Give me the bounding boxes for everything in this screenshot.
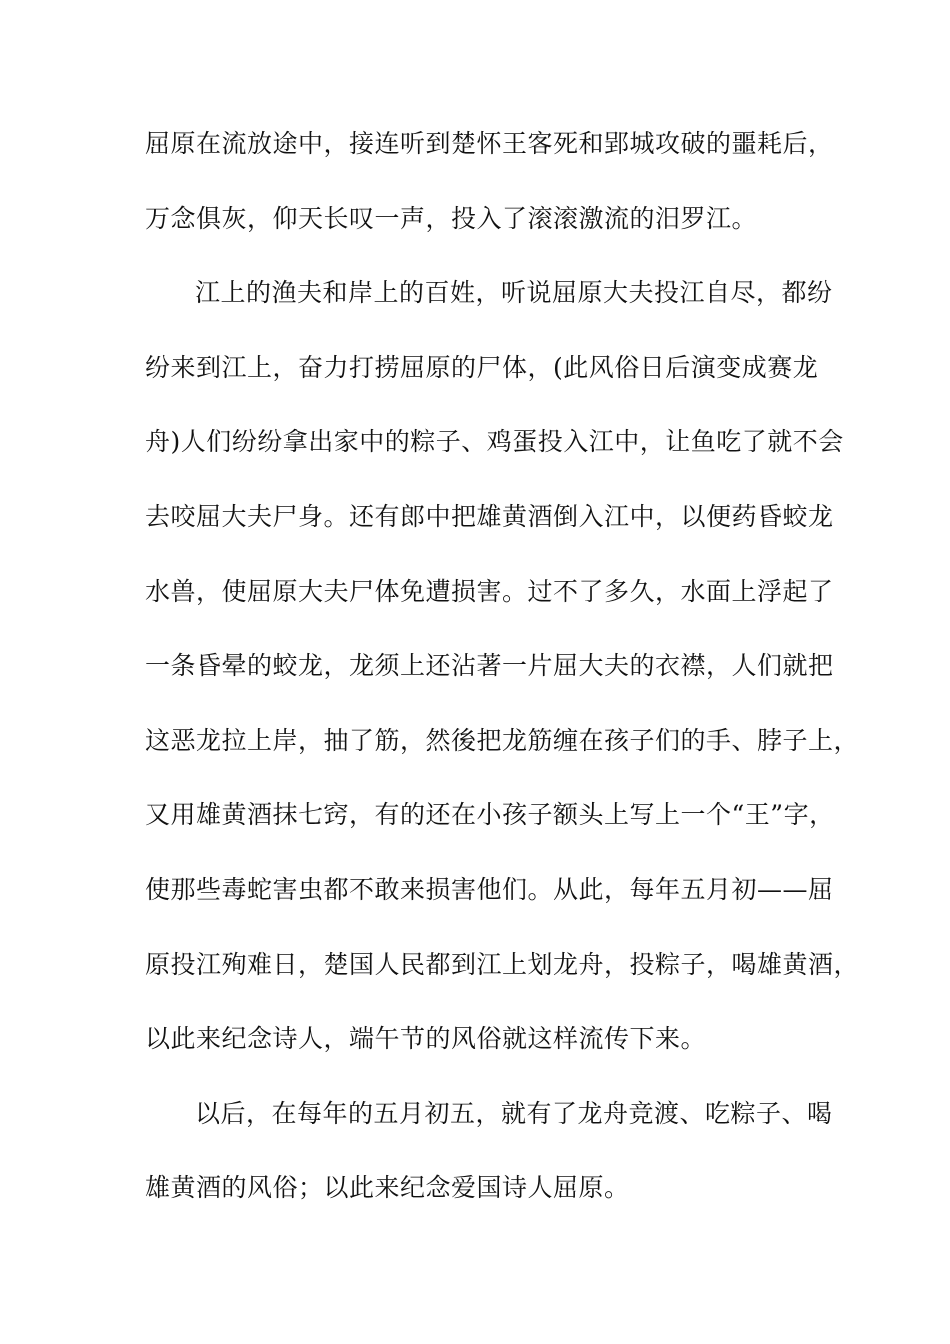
- text-line: 江上的渔夫和岸上的百姓，听说屈原大夫投江自尽，都纷: [195, 278, 833, 308]
- text-line: 水兽，使屈原大夫尸体免遭损害。过不了多久，水面上浮起了: [145, 576, 834, 606]
- text-line: 屈原在流放途中，接连听到楚怀王客死和郢城攻破的噩耗后，: [145, 129, 834, 158]
- text-line: 万念俱灰，仰天长叹一声，投入了滚滚激流的汨罗江。: [145, 203, 758, 233]
- text-line: 又用雄黄酒抹七窍，有的还在小孩子额头上写上一个“王”字，: [145, 800, 835, 830]
- text-line: 以此来纪念诗人，端午节的风俗就这样流传下来。: [145, 1024, 707, 1054]
- text-line: 纷来到江上，奋力打捞屈原的尸体，(此风俗日后演变成赛龙: [145, 352, 819, 382]
- text-line: 舟)人们纷纷拿出家中的粽子、鸡蛋投入江中，让鱼吃了就不会: [145, 427, 844, 457]
- text-line: 这恶龙拉上岸，抽了筋，然後把龙筋缠在孩子们的手、脖子上，: [145, 725, 860, 755]
- document-body: [145, 129, 860, 1250]
- text-line: 一条昏晕的蛟龙，龙须上还沾著一片屈大夫的衣襟，人们就把: [145, 651, 834, 681]
- text-line: 去咬屈大夫尸身。还有郎中把雄黄酒倒入江中，以便药昏蛟龙: [145, 501, 834, 531]
- text-line: 以后，在每年的五月初五，就有了龙舟竞渡、吃粽子、喝: [195, 1098, 833, 1128]
- text-line: 使那些毒蛇害虫都不敢来损害他们。从此，每年五月初——屈: [145, 874, 834, 904]
- text-line: 原投江殉难日，楚国人民都到江上划龙舟，投粽子，喝雄黄酒，: [145, 949, 860, 979]
- text-line: 雄黄酒的风俗；以此来纪念爱国诗人屈原。: [145, 1173, 630, 1203]
